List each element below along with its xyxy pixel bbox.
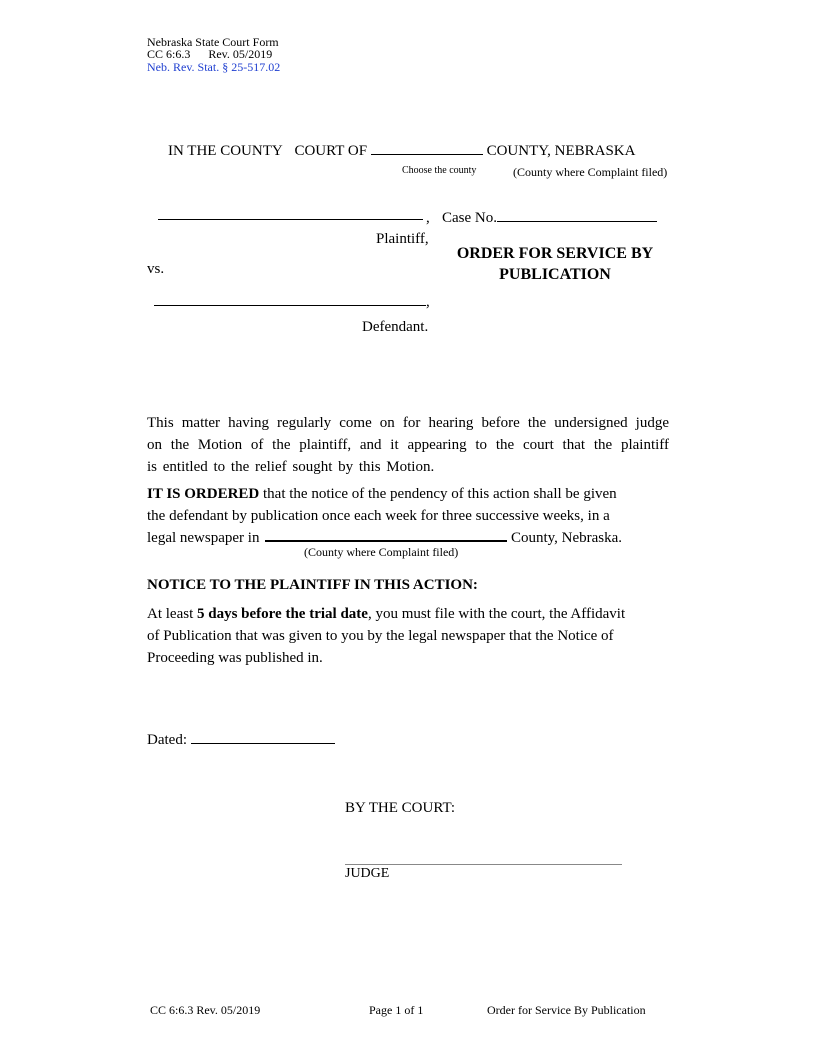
- notice-deadline: 5 days before the trial date: [197, 606, 368, 622]
- dated-field[interactable]: [191, 743, 335, 744]
- notice-heading: NOTICE TO THE PLAINTIFF IN THIS ACTION:: [147, 577, 478, 593]
- case-number: [442, 210, 657, 227]
- statute-link[interactable]: Neb. Rev. Stat. § 25-517.02: [147, 60, 281, 74]
- by-the-court: BY THE COURT:: [345, 800, 456, 816]
- case-number-field[interactable]: [497, 221, 657, 222]
- court-heading: [168, 143, 635, 160]
- footer-page: Page 1 of 1: [369, 1003, 424, 1017]
- court-type-select[interactable]: COUNTY: [220, 143, 283, 159]
- county-dropdown-hint: Choose the county: [402, 165, 477, 176]
- notice-paragraph: [147, 603, 677, 669]
- judge-signature-line[interactable]: [345, 864, 622, 865]
- hearing-line: This matter having regularly come on for hearing before the undersigned judge: [147, 415, 669, 431]
- defendant-comma: ,: [426, 294, 430, 310]
- order-paragraph: [147, 483, 677, 549]
- defendant-name-field[interactable]: [154, 305, 426, 306]
- judge-label: JUDGE: [345, 866, 390, 881]
- ordered-county-note: (County where Complaint filed): [304, 545, 459, 559]
- case-no-label: Case No.: [442, 210, 497, 226]
- notice-line: At least 5 days before the trial date, you must file with the court, the Affidavit: [147, 606, 626, 622]
- publication-county-field[interactable]: [265, 540, 507, 542]
- vs-label: vs.: [147, 261, 165, 277]
- document-title: ORDER FOR SERVICE BY PUBLICATION: [456, 245, 654, 283]
- county-select[interactable]: [371, 154, 483, 155]
- dated-label: Dated:: [147, 732, 187, 748]
- order-line: the defendant by publication once each week for three successive weeks, in a: [147, 508, 610, 524]
- form-revision: Rev. 05/2019: [208, 47, 273, 61]
- defendant-label: Defendant.: [362, 319, 429, 335]
- court-prefix: IN THE: [168, 143, 217, 159]
- form-name: Nebraska State Court Form: [147, 35, 279, 49]
- form-code: CC 6:6.3: [147, 47, 191, 61]
- county-note: (County where Complaint filed): [513, 165, 668, 179]
- court-of: COURT OF: [294, 143, 368, 159]
- notice-line: Proceeding was published in.: [147, 650, 323, 666]
- plaintiff-name-field[interactable]: [158, 219, 423, 220]
- order-line: IT IS ORDERED that the notice of the pendency of this action shall be given: [147, 486, 617, 502]
- footer-title: Order for Service By Publication: [487, 1003, 646, 1017]
- ordered-bold: IT IS ORDERED: [147, 486, 260, 502]
- hearing-paragraph: [147, 412, 669, 478]
- hearing-line: is entitled to the relief sought by this Motion.: [147, 459, 435, 475]
- plaintiff-label: Plaintiff,: [376, 231, 429, 247]
- hearing-line: on the Motion of the plaintiff, and it appearing to the court that the plaintiff: [147, 437, 669, 453]
- order-line: legal newspaper in County, Nebraska.: [147, 530, 623, 546]
- plaintiff-comma: ,: [426, 210, 430, 226]
- footer-code: CC 6:6.3 Rev. 05/2019: [150, 1003, 261, 1017]
- county-suffix: COUNTY, NEBRASKA: [486, 143, 636, 159]
- notice-line: of Publication that was given to you by the legal newspaper that the Notice of: [147, 628, 614, 644]
- dated-row: [147, 732, 335, 749]
- form-code-revision: [147, 48, 272, 60]
